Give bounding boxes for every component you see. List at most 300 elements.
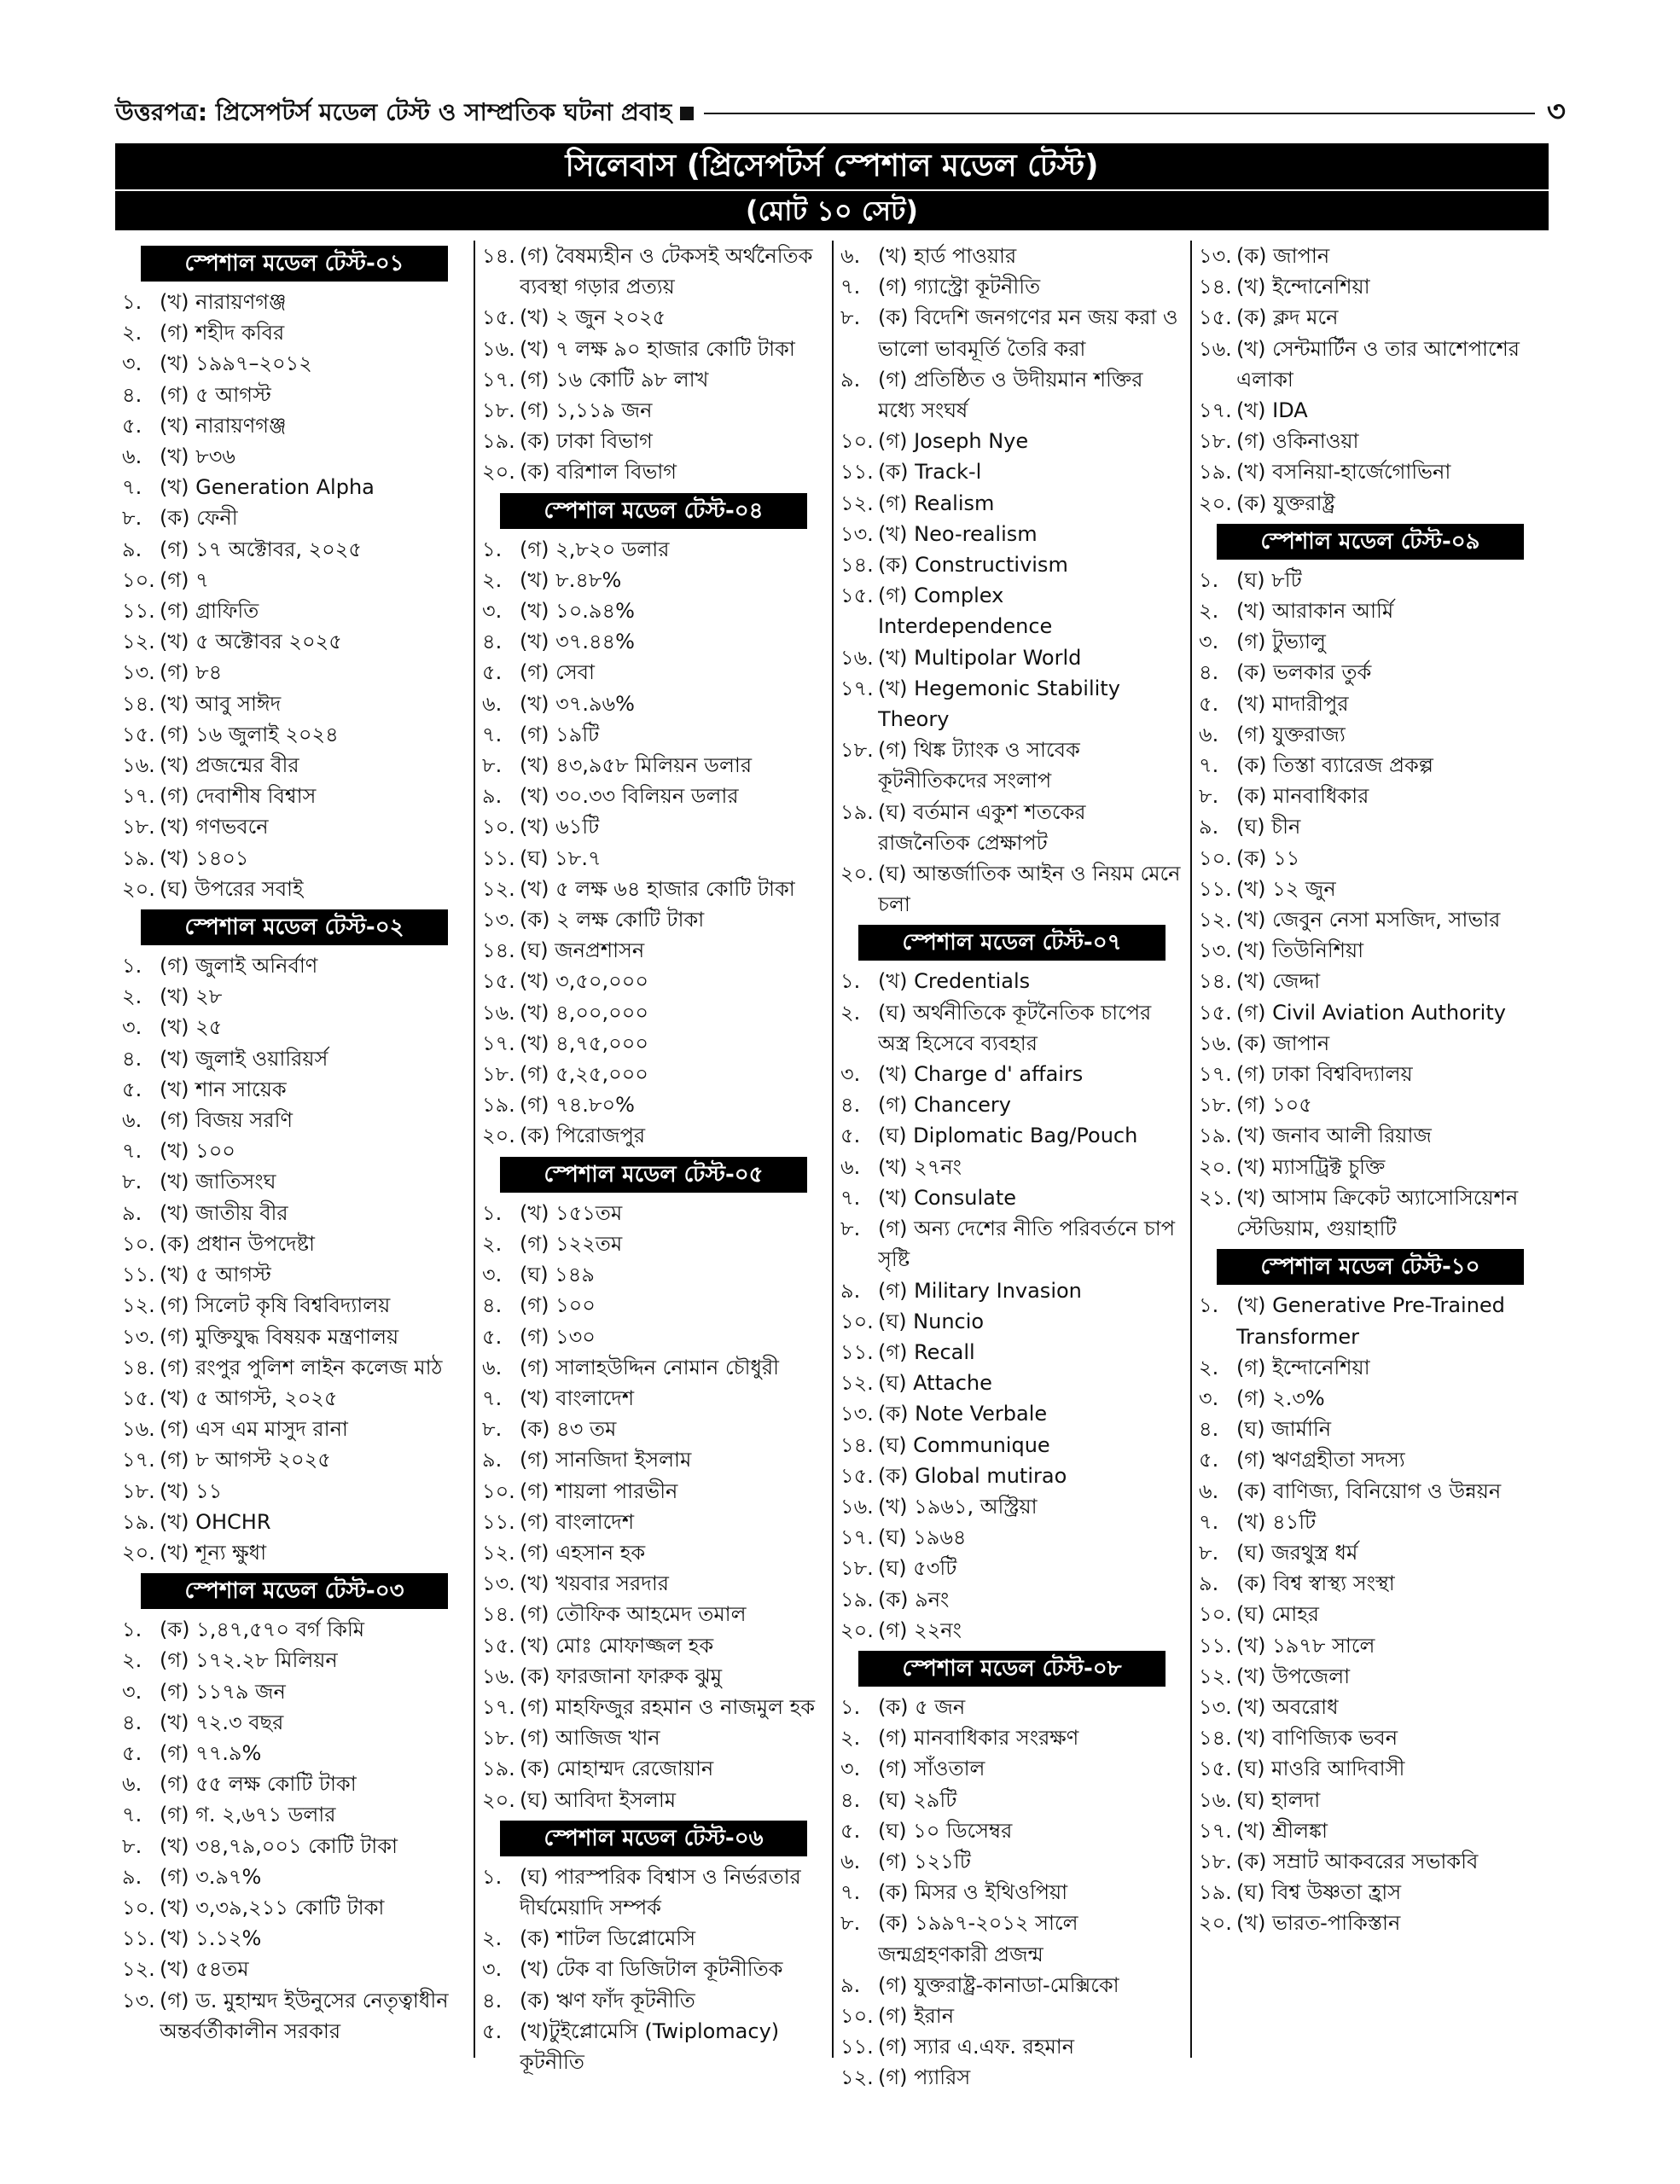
answer-text: (ঘ) আবিদা ইসলাম xyxy=(520,1787,677,1812)
answer-item xyxy=(840,241,1183,271)
answer-text: (খ) ৮৩৬ xyxy=(160,444,235,469)
answer-text: (ক) ১৯৯৭-২০১২ সালে জন্মগ্রহণকারী প্রজন্ম xyxy=(878,1911,1078,1966)
answer-item xyxy=(122,1799,467,1830)
question-number: ৭. xyxy=(840,1880,861,1905)
answer-item xyxy=(482,426,825,456)
question-number: ৯. xyxy=(840,367,861,392)
question-number: ১৫. xyxy=(122,1385,155,1410)
answer-item xyxy=(840,673,1183,735)
answer-text: (গ) ১১৭৯ জন xyxy=(160,1679,286,1704)
question-number: ৯. xyxy=(1199,815,1219,839)
answer-text: (খ) জেদ্দা xyxy=(1236,969,1321,994)
answer-item xyxy=(840,364,1183,426)
question-number: ১৪. xyxy=(1199,969,1232,994)
question-number: ১০. xyxy=(482,815,515,839)
answer-text: (গ) বৈষম্যহীন ও টেকসই অর্থনৈতিক ব্যবস্থা গড়ার প্রত্যয় xyxy=(520,244,813,299)
answer-item xyxy=(1199,1290,1542,1351)
answer-item xyxy=(482,1259,825,1290)
answer-item xyxy=(1199,1908,1542,1938)
answer-item xyxy=(482,781,825,811)
question-number: ৭. xyxy=(122,1803,142,1827)
answer-text: (খ) Charge d' affairs xyxy=(878,1062,1084,1087)
section-heading: স্পেশাল মডেল টেস্ট-১০ xyxy=(1217,1249,1524,1285)
question-number: ১৭. xyxy=(1199,1062,1232,1087)
header-rule xyxy=(704,113,1535,114)
answer-item xyxy=(1199,874,1542,904)
answer-item xyxy=(840,1692,1183,1722)
answer-item xyxy=(840,858,1183,920)
question-number: ৫. xyxy=(122,1740,142,1765)
answer-text: (ক) Track-l xyxy=(878,460,982,485)
answer-item xyxy=(482,1923,825,1954)
answer-text: (ক) তিস্তা ব্যারেজ প্রকল্প xyxy=(1236,753,1433,778)
answer-text: (গ) শহীদ কবির xyxy=(160,321,285,346)
answer-text: (গ) Civil Aviation Authority xyxy=(1236,1000,1506,1025)
question-number: ১৯. xyxy=(122,845,155,870)
answer-item xyxy=(840,1337,1183,1368)
answer-text: (খ) ৮.৪৮% xyxy=(520,567,622,592)
answer-item xyxy=(1199,626,1542,657)
question-number: ৩. xyxy=(840,1062,861,1087)
answer-text: (খ) গণভবনে xyxy=(160,815,269,839)
question-number: ৫. xyxy=(1199,1448,1219,1472)
answer-item xyxy=(482,966,825,996)
answer-text: (খ) ৬১টি xyxy=(520,815,600,839)
answer-text: (খ) আবু সাঈদ xyxy=(160,691,282,716)
question-number: ১২. xyxy=(1199,908,1232,932)
answer-text: (ঘ) Nuncio xyxy=(878,1309,985,1333)
question-number: ১৬. xyxy=(1199,1031,1232,1055)
question-number: ৫. xyxy=(122,413,142,438)
question-number: ১৬. xyxy=(482,1000,515,1025)
question-number: ৩. xyxy=(482,1957,503,1982)
question-number: ২০. xyxy=(482,1124,515,1148)
answer-item xyxy=(482,657,825,688)
question-number: ৬. xyxy=(482,691,503,716)
question-number: ১২. xyxy=(840,2065,874,2090)
question-number: ১৬. xyxy=(482,336,515,361)
answer-item xyxy=(482,241,825,302)
answer-text: (গ) বিজয় সরণি xyxy=(160,1108,293,1133)
answer-item xyxy=(1199,1352,1542,1383)
question-number: ৬. xyxy=(840,244,861,268)
answer-item xyxy=(482,1198,825,1228)
answer-item xyxy=(122,750,467,781)
answer-text: (ক) প্রধান উপদেষ্টা xyxy=(160,1231,316,1256)
question-number: ১০. xyxy=(1199,845,1232,870)
answer-item xyxy=(122,1862,467,1892)
answer-text: (গ) Joseph Nye xyxy=(878,429,1029,454)
answer-text: (ক) বাণিজ্য, বিনিয়োগ ও উন্নয়ন xyxy=(1236,1478,1502,1503)
answer-text: (গ) ১৭২.২৮ মিলিয়ন xyxy=(160,1648,338,1673)
answer-item xyxy=(840,1615,1183,1646)
answer-text: (খ) শূন্য ক্ষুধা xyxy=(160,1540,267,1565)
answer-text: (খ) ৫ আগস্ট, ২০২৫ xyxy=(160,1385,338,1410)
answer-text: (খ) মোঃ মোফাজ্জল হক xyxy=(520,1633,714,1658)
question-number: ২০. xyxy=(122,1540,155,1565)
answer-text: (গ) ঋণগ্রহীতা সদস্য xyxy=(1236,1448,1405,1472)
answer-text: (ক) মোহাম্মদ রেজোয়ান xyxy=(520,1757,714,1781)
answer-item xyxy=(122,1259,467,1290)
answer-item xyxy=(840,302,1183,363)
answer-text: (খ) হার্ড পাওয়ার xyxy=(878,244,1017,268)
answer-text: (ঘ) ১৪৯ xyxy=(520,1263,595,1287)
answer-text: (খ) খয়বার সরদার xyxy=(520,1571,669,1596)
answer-item xyxy=(840,1461,1183,1491)
answer-text: (খ) ৩৪,৭৯,০০১ কোটি টাকা xyxy=(160,1833,398,1858)
answer-text: (গ) Complex Interdependence xyxy=(878,584,1053,639)
question-number: ১৪. xyxy=(1199,275,1232,299)
question-number: ১৭. xyxy=(122,784,155,809)
answer-text: (গ) ১৬ জুলাই ২০২৪ xyxy=(160,722,339,746)
question-number: ১৫. xyxy=(482,969,515,994)
answer-item xyxy=(1199,1815,1542,1846)
answer-item xyxy=(482,1568,825,1599)
question-number: ৯. xyxy=(122,1864,142,1889)
question-number: ১৫. xyxy=(122,722,155,746)
answer-text: (গ) ১৯টি xyxy=(520,722,600,746)
answer-item xyxy=(840,735,1183,796)
question-number: ১৮. xyxy=(122,1478,155,1503)
question-number: ১২. xyxy=(482,876,515,901)
answer-item xyxy=(1199,334,1542,395)
answer-text: (ক) Global mutirao xyxy=(878,1463,1067,1488)
question-number: ৭. xyxy=(1199,1509,1219,1534)
answer-item xyxy=(482,1954,825,1984)
answer-item xyxy=(482,811,825,842)
answer-item xyxy=(1199,395,1542,426)
answer-text: (গ) ৭৪.৮০% xyxy=(520,1093,635,1118)
answer-text: (ক) শাটল ডিপ্লোমেসি xyxy=(520,1926,696,1951)
answer-text: (খ) ৪১টি xyxy=(1236,1509,1317,1534)
answer-text: (খ) ৫ অক্টোবর ২০২৫ xyxy=(160,630,342,654)
question-number: ১৯. xyxy=(1199,460,1232,485)
answer-item xyxy=(840,1398,1183,1429)
section-heading: স্পেশাল মডেল টেস্ট-০৭ xyxy=(858,925,1166,961)
square-bullet-icon xyxy=(680,107,694,120)
answer-text: (গ) সিলেট কৃষি বিশ্ববিদ্যালয় xyxy=(160,1293,391,1318)
question-number: ১৩. xyxy=(840,521,874,546)
question-number: ২. xyxy=(122,985,142,1009)
section-heading: স্পেশাল মডেল টেস্ট-০৬ xyxy=(500,1821,807,1856)
answer-text: (ক) Note Verbale xyxy=(878,1402,1048,1426)
answer-text: (খ) ১০০ xyxy=(160,1139,235,1164)
answer-item xyxy=(122,1954,467,1984)
answer-text: (গ) সাঁওতাল xyxy=(878,1757,985,1781)
answer-text: (গ) শায়লা পারভীন xyxy=(520,1478,678,1503)
question-number: ১১. xyxy=(122,1263,155,1287)
answer-text: (খ) ১.১২% xyxy=(160,1926,262,1951)
answer-text: (ক) ঋণ ফাঁদ কূটনীতি xyxy=(520,1988,695,2013)
answer-item xyxy=(122,1707,467,1738)
answer-item xyxy=(482,334,825,364)
question-number: ৪. xyxy=(1199,660,1219,685)
question-number: ১৪. xyxy=(122,691,155,716)
answer-text: (খ) Neo-realism xyxy=(878,521,1038,546)
answer-item xyxy=(1199,1630,1542,1661)
question-number: ৩. xyxy=(122,1015,142,1040)
question-number: ১৫. xyxy=(840,584,874,608)
question-number: ১৭. xyxy=(482,1031,515,1055)
question-number: ১৬. xyxy=(1199,1787,1232,1812)
question-number: ১৬. xyxy=(1199,336,1232,361)
answer-item xyxy=(1199,1414,1542,1444)
answer-text: (খ) জুলাই ওয়ারিয়র্স xyxy=(160,1046,328,1071)
question-number: ১১. xyxy=(482,1509,515,1534)
question-number: ৬. xyxy=(122,1108,142,1133)
answer-item xyxy=(122,657,467,688)
question-number: ২. xyxy=(482,1926,503,1951)
answer-item xyxy=(1199,1383,1542,1414)
question-number: ২. xyxy=(1199,599,1219,624)
answer-text: (খ) OHCHR xyxy=(160,1509,271,1534)
question-number: ১৮. xyxy=(482,1062,515,1087)
answer-text: (গ) এহসান হক xyxy=(520,1540,646,1565)
answer-item xyxy=(122,1923,467,1954)
page-number: ৩ xyxy=(1546,94,1566,129)
answer-text: (খ) বসনিয়া-হার্জেগোভিনা xyxy=(1236,460,1451,485)
answer-item xyxy=(482,302,825,333)
answer-text: (ক) সম্রাট আকবরের সভাকবি xyxy=(1236,1849,1479,1873)
answer-text: (গ) ১০০ xyxy=(520,1293,596,1318)
question-number: ১. xyxy=(1199,1293,1219,1318)
question-number: ১৭. xyxy=(482,1694,515,1719)
answer-text: (ক) মানবাধিকার xyxy=(1236,784,1369,809)
question-number: ৩. xyxy=(482,599,503,624)
question-number: ১৯. xyxy=(482,1757,515,1781)
answer-text: (ক) ফেনী xyxy=(160,506,238,531)
answer-text: (গ) ৭৭.৯% xyxy=(160,1740,262,1765)
answer-text: (গ) এস এম মাসুদ রানা xyxy=(160,1417,348,1442)
answer-text: (গ) বাংলাদেশ xyxy=(520,1509,635,1534)
answer-text: (খ) আসাম ক্রিকেট অ্যাসোসিয়েশন স্টেডিয়াম, গুয়াহাটি xyxy=(1236,1185,1519,1241)
column-1 xyxy=(115,241,474,2058)
answer-text: (গ) ১৩০ xyxy=(520,1324,596,1349)
answer-text: (গ) থিঙ্ক ট্যাংক ও সাবেক কূটনীতিকদের সংলাপ xyxy=(878,738,1080,793)
answer-text: (ঘ) ২৯টি xyxy=(878,1787,957,1812)
answer-text: (ক) ৫ জন xyxy=(878,1694,966,1719)
answer-text: (ঘ) আন্তর্জাতিক আইন ও নিয়ম মেনে চলা xyxy=(878,862,1181,917)
answer-item xyxy=(122,874,467,904)
question-number: ১৮. xyxy=(482,1726,515,1751)
answer-text: (ঘ) ৫৩টি xyxy=(878,1556,957,1581)
answer-text: (গ) ২২নং xyxy=(878,1618,962,1642)
answer-text: (গ) টুভ্যালু xyxy=(1236,630,1326,654)
answer-text: (খ) উপজেলা xyxy=(1236,1664,1351,1688)
answer-item xyxy=(840,1152,1183,1182)
question-number: ৩. xyxy=(840,1757,861,1781)
answer-item xyxy=(122,1043,467,1074)
answer-text: (ঘ) Diplomatic Bag/Pouch xyxy=(878,1124,1138,1148)
answer-item xyxy=(122,595,467,626)
question-number: ১১. xyxy=(1199,876,1232,901)
answer-text: (ঘ) মাওরি আদিবাসী xyxy=(1236,1757,1405,1781)
question-number: ২০. xyxy=(482,460,515,485)
answer-item xyxy=(482,1785,825,1815)
answer-text: (গ) জুলাই অনির্বাণ xyxy=(160,954,318,979)
answer-item xyxy=(1199,811,1542,842)
question-number: ১৪. xyxy=(482,938,515,963)
answer-text: (খ) ৫ আগস্ট xyxy=(160,1263,271,1287)
answer-text: (খ) বাংলাদেশ xyxy=(520,1385,635,1410)
answer-item xyxy=(122,1290,467,1321)
question-number: ২. xyxy=(840,1726,861,1751)
question-number: ১৭. xyxy=(122,1448,155,1472)
column-4 xyxy=(1190,241,1549,2058)
answer-text: (খ) টেক বা ডিজিটাল কূটনীতিক xyxy=(520,1957,783,1982)
answer-item xyxy=(122,626,467,657)
answer-text: (গ) ৫৫ লক্ষ কোটি টাকা xyxy=(160,1772,357,1797)
answer-item xyxy=(1199,302,1542,333)
answer-item xyxy=(122,1738,467,1769)
question-number: ৫. xyxy=(482,2018,503,2043)
question-number: ২. xyxy=(840,1000,861,1025)
question-number: ৬. xyxy=(482,1355,503,1380)
answer-text: (গ) ১০৫ xyxy=(1236,1093,1312,1118)
answer-text: (গ) ১২১টি xyxy=(878,1849,971,1873)
section-heading: স্পেশাল মডেল টেস্ট-০২ xyxy=(141,909,448,945)
answer-item xyxy=(482,1476,825,1507)
answer-text: (গ) ৩.৯৭% xyxy=(160,1864,262,1889)
answer-text: (ঘ) Attache xyxy=(878,1371,992,1396)
question-number: ১. xyxy=(840,969,861,994)
question-number: ১৪. xyxy=(840,1432,874,1457)
question-number: ৫. xyxy=(1199,691,1219,716)
answer-item xyxy=(840,580,1183,642)
answer-text: (খ) নারায়ণগঞ্জ xyxy=(160,413,287,438)
question-number: ১৮. xyxy=(1199,429,1232,454)
answer-text: (খ) IDA xyxy=(1236,398,1308,423)
question-number: ৮. xyxy=(840,1217,861,1241)
question-number: ১. xyxy=(482,537,503,561)
answer-text: (গ) যুক্তরাজ্য xyxy=(1236,722,1346,746)
answer-item xyxy=(840,519,1183,549)
answer-item xyxy=(1199,1537,1542,1568)
question-number: ১১. xyxy=(1199,1633,1232,1658)
question-number: ১. xyxy=(840,1694,861,1719)
question-number: ৫. xyxy=(840,1124,861,1148)
answer-text: (গ) সালাহউদ্দিন নোমান চৌধুরী xyxy=(520,1355,779,1380)
answer-text: (গ) প্যারিস xyxy=(878,2065,971,2090)
question-number: ১৩. xyxy=(1199,938,1232,963)
answer-item xyxy=(122,287,467,317)
answer-item xyxy=(122,843,467,874)
answer-item xyxy=(840,1522,1183,1553)
answer-text: (ক) ক্লদ মনে xyxy=(1236,305,1339,330)
answer-text: (খ) ১৫১তম xyxy=(520,1200,623,1225)
answer-item xyxy=(482,1321,825,1352)
answer-text: (গ) Realism xyxy=(878,491,995,515)
answer-text: (ক) ১,৪৭,৫৭০ বর্গ কিমি xyxy=(160,1618,365,1642)
answer-text: (ক) ১১ xyxy=(1236,845,1300,870)
answer-text: (খ) বাণিজ্যিক ভবন xyxy=(1236,1726,1398,1751)
question-number: ৬. xyxy=(1199,1478,1219,1503)
running-header-title: উত্তরপত্র: প্রিসেপটর্স মডেল টেস্ট ও সাম্প্রতিক ঘটনা প্রবাহ xyxy=(115,97,672,126)
answer-item xyxy=(122,781,467,811)
question-number: ৪. xyxy=(482,1293,503,1318)
answer-item xyxy=(482,364,825,395)
column-3 xyxy=(832,241,1190,2090)
question-number: ১৫. xyxy=(1199,1000,1232,1025)
answer-item xyxy=(840,1970,1183,2001)
answer-item xyxy=(122,1074,467,1105)
answer-item xyxy=(122,1507,467,1537)
question-number: ১৮. xyxy=(122,815,155,839)
answer-text: (ক) মিসর ও ইথিওপিয়া xyxy=(878,1880,1068,1905)
answer-item xyxy=(840,1430,1183,1461)
question-number: ১১. xyxy=(840,2035,874,2059)
question-number: ৯. xyxy=(482,784,503,809)
answer-item xyxy=(1199,688,1542,719)
answer-text: (খ) অবরোধ xyxy=(1236,1694,1339,1719)
answer-item xyxy=(1199,1507,1542,1537)
running-header xyxy=(115,92,1566,135)
answer-item xyxy=(122,811,467,842)
answer-text: (খ) ৭ লক্ষ ৯০ হাজার কোটি টাকা xyxy=(520,336,795,361)
answer-text: (গ) Recall xyxy=(878,1339,975,1364)
answer-text: (ঘ) ১০ ডিসেম্বর xyxy=(878,1818,1013,1843)
question-number: ১০. xyxy=(840,2003,874,2028)
answer-item xyxy=(1199,1568,1542,1599)
answer-item xyxy=(482,719,825,750)
answer-item xyxy=(482,843,825,874)
question-number: ১৩. xyxy=(840,1402,874,1426)
answer-item xyxy=(1199,1846,1542,1877)
question-number: ১৬. xyxy=(840,1494,874,1519)
answer-item xyxy=(482,456,825,487)
answer-text: (খ) ১১ xyxy=(160,1478,223,1503)
answer-text: (ঘ) জনপ্রশাসন xyxy=(520,938,645,963)
answer-item xyxy=(840,1089,1183,1120)
answer-text: (খ) সেন্টমার্টিন ও তার আশেপাশের এলাকা xyxy=(1236,336,1520,392)
answer-item xyxy=(482,904,825,935)
answer-item xyxy=(1199,271,1542,302)
answer-item xyxy=(1199,1877,1542,1908)
answer-item xyxy=(482,1383,825,1414)
question-number: ৯. xyxy=(840,1278,861,1303)
answer-text: (ঘ) পারস্পরিক বিশ্বাস ও নির্ভরতার দীর্ঘমেয়াদি সম্পর্ক xyxy=(520,1864,801,1920)
question-number: ৪. xyxy=(482,630,503,654)
answer-item xyxy=(482,1862,825,1923)
question-number: ৩. xyxy=(122,351,142,376)
question-number: ৮. xyxy=(482,753,503,778)
answer-text: (গ) ৫ আগস্ট xyxy=(160,382,271,407)
answer-item xyxy=(122,1321,467,1352)
question-number: ১২. xyxy=(122,630,155,654)
answer-item xyxy=(122,1676,467,1707)
question-number: ১৫. xyxy=(482,1633,515,1658)
question-number: ১৩. xyxy=(1199,1694,1232,1719)
answer-item xyxy=(482,1661,825,1692)
answer-item xyxy=(840,1722,1183,1753)
answer-text: (গ) মুক্তিযুদ্ধ বিষয়ক মন্ত্রণালয় xyxy=(160,1324,399,1349)
question-number: ৬. xyxy=(840,1154,861,1179)
answer-item xyxy=(482,565,825,595)
question-number: ২০. xyxy=(1199,1154,1232,1179)
answer-text: (গ) যুক্তরাষ্ট্র-কানাডা-মেক্সিকো xyxy=(878,1972,1119,1997)
answer-item xyxy=(1199,1661,1542,1692)
answer-item xyxy=(1199,1028,1542,1059)
answer-text: (খ) জাতিসংঘ xyxy=(160,1170,276,1194)
question-number: ১০. xyxy=(1199,1602,1232,1627)
question-number: ১২. xyxy=(122,1957,155,1982)
question-number: ১৩. xyxy=(122,1988,155,2013)
answer-item xyxy=(840,1815,1183,1846)
answer-text: (খ) ১৯৯৭–২০১২ xyxy=(160,351,312,376)
question-number: ১১. xyxy=(482,845,515,870)
answer-item xyxy=(482,1028,825,1059)
question-number: ৯. xyxy=(1199,1571,1219,1596)
